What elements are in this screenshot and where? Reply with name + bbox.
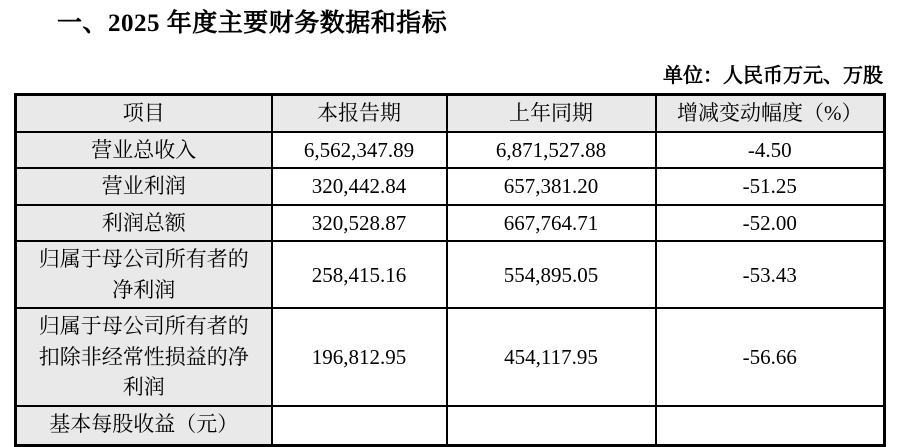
cell-current: 6,562,347.89 [272,132,447,168]
table-row-operating-profit [16,168,885,204]
cell-prior: 6,871,527.88 [447,132,656,168]
cell-change [656,406,885,446]
table-header-row [16,94,885,132]
header-cell-change-percent: 增减变动幅度（%） [656,94,885,132]
cell-prior: 657,381.20 [447,168,656,204]
cell-change: -51.25 [656,168,885,204]
cell-current [272,406,447,446]
table-row-total-revenue [16,132,885,168]
cell-current: 258,415.16 [272,241,447,308]
cell-current: 320,528.87 [272,205,447,241]
cell-prior: 454,117.95 [447,308,656,405]
cell-change: -4.50 [656,132,885,168]
document-page [0,8,900,415]
cell-change: -56.66 [656,308,885,405]
cell-prior: 554,895.05 [447,241,656,308]
table-row-net-profit-excl-nonrecurring [16,308,885,405]
cell-item: 归属于母公司所有者的扣除非经常性损益的净利润 [16,308,272,405]
table-row-basic-eps-partial [16,406,885,446]
table-row-total-profit [16,205,885,241]
financial-table [14,93,886,447]
unit-label: 单位：人民币万元、万股 [0,59,883,88]
cell-current: 196,812.95 [272,308,447,405]
page-title: 一、2025 年度主要财务数据和指标 [57,8,900,41]
cell-change: -52.00 [656,205,885,241]
cell-item: 营业总收入 [16,132,272,168]
header-cell-prior-period: 上年同期 [447,94,656,132]
cell-prior: 667,764.71 [447,205,656,241]
cell-item: 营业利润 [16,168,272,204]
cell-prior [447,406,656,446]
cell-item: 利润总额 [16,205,272,241]
cell-item: 归属于母公司所有者的净利润 [16,241,272,308]
header-cell-current-period: 本报告期 [272,94,447,132]
header-cell-item: 项目 [16,94,272,132]
table-row-net-profit-attributable [16,241,885,308]
cell-change: -53.43 [656,241,885,308]
cell-current: 320,442.84 [272,168,447,204]
cell-item: 基本每股收益（元） [16,406,272,446]
